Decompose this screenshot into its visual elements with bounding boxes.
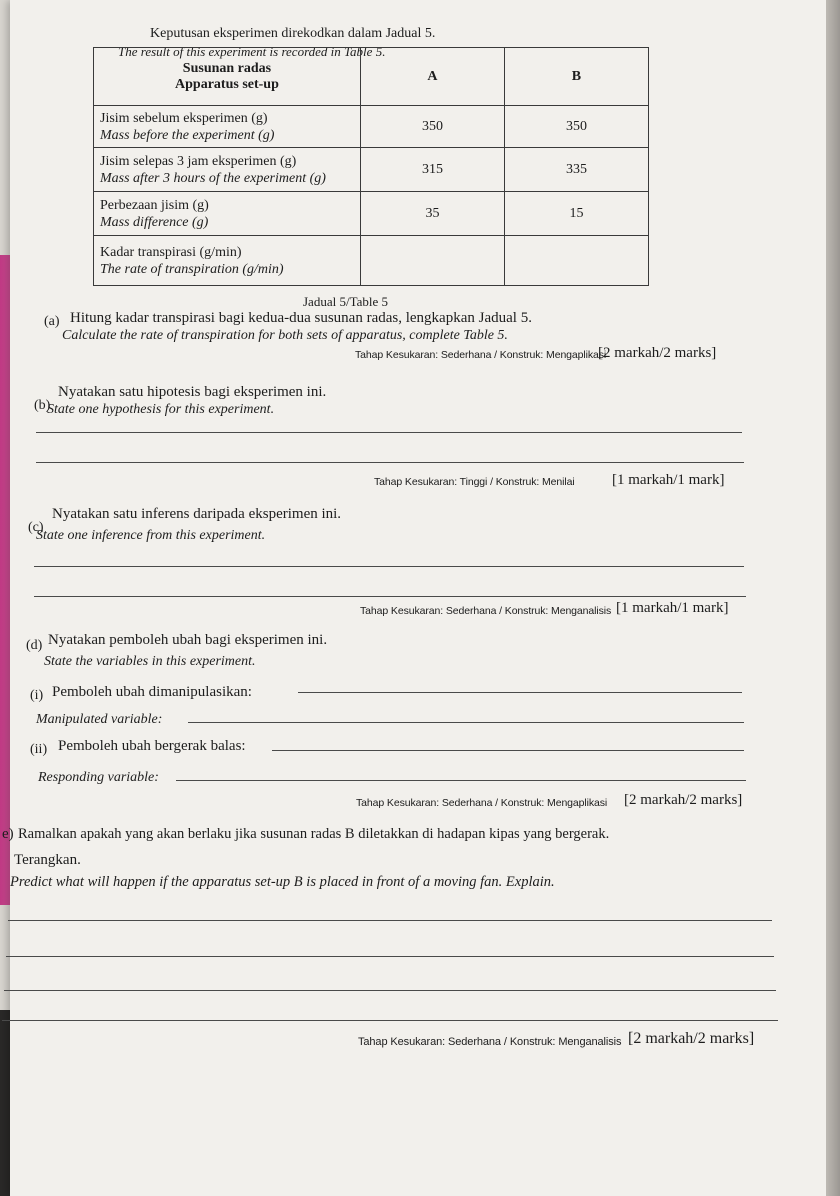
question-d-english: State the variables in this experiment. bbox=[44, 654, 256, 669]
question-a-english: Calculate the rate of transpiration for both sets of apparatus, complete Table 5. bbox=[62, 328, 508, 343]
question-e-marks: [2 markah/2 marks] bbox=[628, 1030, 755, 1047]
question-a-rubric: Tahap Kesukaran: Sederhana / Konstruk: Mengaplikasi bbox=[355, 349, 607, 361]
cell-a: 35 bbox=[360, 192, 504, 236]
answer-line-e-2[interactable] bbox=[6, 956, 774, 957]
question-b-marks: [1 markah/1 mark] bbox=[612, 472, 725, 488]
row-label bbox=[94, 236, 361, 286]
question-d-i-malay: Pemboleh ubah dimanipulasikan: bbox=[52, 684, 252, 700]
question-d-rubric: Tahap Kesukaran: Sederhana / Konstruk: Mengaplikasi bbox=[356, 797, 608, 809]
background-right-edge bbox=[826, 0, 840, 1196]
question-e-number: e) bbox=[2, 826, 14, 842]
question-d-number: (d) bbox=[26, 638, 43, 653]
table-row bbox=[94, 192, 649, 236]
table-header-row bbox=[94, 48, 649, 106]
cell-b: 15 bbox=[504, 192, 648, 236]
question-e-malay: Ramalkan apakah yang akan berlaku jika susunan radas B diletakkan di hadapan kipas yang bergerak. bbox=[18, 826, 610, 842]
cell-b: 335 bbox=[504, 148, 648, 192]
row-label bbox=[94, 192, 361, 236]
row-label-malay: Perbezaan jisim (g) bbox=[100, 197, 209, 213]
row-label bbox=[94, 106, 361, 148]
answer-line-d-i-english[interactable] bbox=[188, 722, 744, 723]
question-e-english: Predict what will happen if the apparatus set-up B is placed in front of a moving fan. Explain. bbox=[10, 874, 555, 890]
question-c-english: State one inference from this experiment. bbox=[36, 528, 266, 543]
question-d-i-english: Manipulated variable: bbox=[36, 712, 163, 727]
question-d-marks: [2 markah/2 marks] bbox=[624, 792, 743, 808]
question-b-rubric: Tahap Kesukaran: Tinggi / Konstruk: Menilai bbox=[374, 476, 575, 488]
question-d-ii-english: Responding variable: bbox=[38, 770, 159, 785]
answer-line-e-4[interactable] bbox=[2, 1020, 778, 1021]
question-a-number: (a) bbox=[44, 314, 60, 329]
answer-line-b-2[interactable] bbox=[36, 462, 744, 463]
table-header-setup bbox=[94, 48, 361, 106]
header-setup-english: Apparatus set-up bbox=[175, 76, 279, 92]
cell-b: 350 bbox=[504, 106, 648, 148]
question-e-malay-2: Terangkan. bbox=[14, 852, 81, 868]
question-b-number: (b) bbox=[34, 398, 51, 413]
table-row bbox=[94, 236, 649, 286]
cell-a: 350 bbox=[360, 106, 504, 148]
question-c-number: (c) bbox=[28, 520, 44, 535]
answer-line-c-2[interactable] bbox=[34, 596, 746, 597]
table-5 bbox=[93, 47, 649, 286]
row-label-english: The rate of transpiration (g/min) bbox=[100, 261, 284, 277]
table-caption: Jadual 5/Table 5 bbox=[303, 294, 389, 309]
question-d-ii-malay: Pemboleh ubah bergerak balas: bbox=[58, 738, 246, 754]
cell-b-answer[interactable] bbox=[504, 236, 648, 286]
table-row bbox=[94, 106, 649, 148]
question-d-i-number: (i) bbox=[30, 688, 44, 703]
question-b-malay: Nyatakan satu hipotesis bagi eksperimen ini. bbox=[58, 384, 327, 400]
table-row bbox=[94, 148, 649, 192]
question-a-marks: [2 markah/2 marks] bbox=[598, 345, 717, 361]
row-label-malay: Jisim sebelum eksperimen (g) bbox=[100, 110, 268, 126]
table-header-b: B bbox=[504, 48, 648, 106]
answer-line-c-1[interactable] bbox=[34, 566, 744, 567]
header-setup-malay: Susunan radas bbox=[182, 60, 272, 76]
answer-line-e-3[interactable] bbox=[4, 990, 776, 991]
question-b-english: State one hypothesis for this experiment. bbox=[47, 402, 275, 417]
row-label-malay: Jisim selepas 3 jam eksperimen (g) bbox=[100, 153, 297, 169]
cell-a: 315 bbox=[360, 148, 504, 192]
question-c-marks: [1 markah/1 mark] bbox=[616, 600, 729, 616]
answer-line-d-i-malay[interactable] bbox=[298, 692, 742, 693]
intro-english: The result of this experiment is recorded in Table 5. bbox=[118, 44, 386, 59]
row-label-english: Mass difference (g) bbox=[100, 214, 209, 230]
cell-a-answer[interactable] bbox=[360, 236, 504, 286]
answer-line-d-ii-english[interactable] bbox=[176, 780, 746, 781]
intro-malay: Keputusan eksperimen direkodkan dalam Jadual 5. bbox=[150, 26, 436, 41]
table-header-a: A bbox=[360, 48, 504, 106]
question-c-rubric: Tahap Kesukaran: Sederhana / Konstruk: Menganalisis bbox=[360, 605, 612, 617]
answer-line-e-1[interactable] bbox=[8, 920, 772, 921]
row-label bbox=[94, 148, 361, 192]
answer-line-b-1[interactable] bbox=[36, 432, 742, 433]
question-e-rubric: Tahap Kesukaran: Sederhana / Konstruk: Menganalisis bbox=[358, 1036, 622, 1048]
answer-line-d-ii-malay[interactable] bbox=[272, 750, 744, 751]
question-a-malay: Hitung kadar transpirasi bagi kedua-dua susunan radas, lengkapkan Jadual 5. bbox=[70, 310, 532, 326]
question-d-malay: Nyatakan pemboleh ubah bagi eksperimen ini. bbox=[48, 632, 328, 648]
row-label-malay: Kadar transpirasi (g/min) bbox=[100, 244, 242, 260]
row-label-english: Mass after 3 hours of the experiment (g) bbox=[100, 170, 326, 186]
question-d-ii-number: (ii) bbox=[30, 742, 48, 757]
question-c-malay: Nyatakan satu inferens daripada eksperimen ini. bbox=[52, 506, 342, 522]
row-label-english: Mass before the experiment (g) bbox=[100, 127, 275, 143]
